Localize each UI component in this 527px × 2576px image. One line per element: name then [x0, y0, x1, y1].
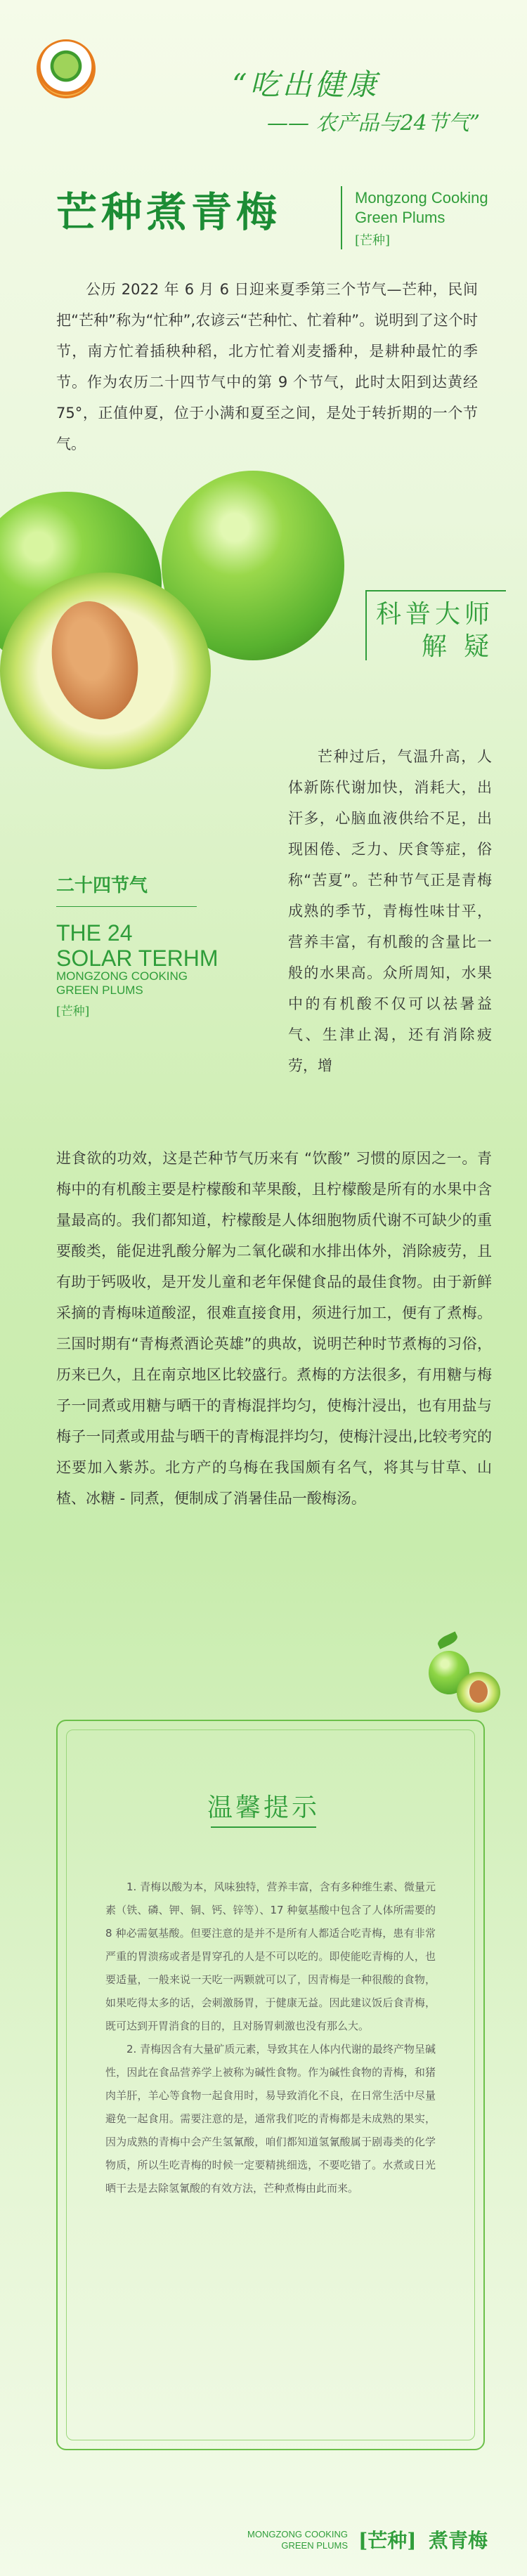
- tip-content: [105, 1876, 436, 2200]
- body-column-right: [288, 741, 492, 1081]
- side-tag: [芒种]: [56, 1005, 90, 1019]
- side-heading-en-line1: THE 24: [56, 920, 133, 946]
- logo: [37, 39, 96, 98]
- side-heading-en-sub: MONGZONG COOKING GREEN PLUMS: [56, 969, 188, 997]
- body-paragraph: 芒种过后，气温升高，人体新陈代谢加快，消耗大，出汗多，心脑血液供给不足，出现困倦、乏力、厌食等症，俗称“苦夏”。芒种节气正是青梅成熟的季节，青梅性味甘平，营养丰富，有机酸的含量比一般的水果高。众所周知，水果中的有机酸不仅可以祛暑益气、生津止渴，还有消除疲劳，增: [288, 748, 492, 1074]
- title-tag: [芒种]: [355, 233, 391, 248]
- leaf-image: [436, 1631, 459, 1649]
- body-paragraph-full: 进食欲的功效，这是芒种节气历来有 “饮酸” 习惯的原因之一。青梅中的有机酸主要是柠檬酸和苹果酸，且柠檬酸是所有的水果中含量最高的。我们都知道，柠檬酸是人体细胞物质代谢不可缺少的重要酸类，能促进乳酸分解为二氧化碳和水排出体外，消除疲劳，且有助于钙吸收，是开发儿童和老年保健食品的最佳食物。由于新鲜采摘的青梅味道酸涩，很难直接食用，须进行加工，便有了煮梅。三国时期有“青梅煮酒论英雄”的典故，说明芒种时节煮梅的习俗，历来已久，且在南京地区比较盛行。煮梅的方法很多，有用糖与梅子一同煮或用糖与晒干的青梅混拌均匀，使梅汁浸出，也有用盐与梅子一同煮或用盐与晒干的青梅混拌均匀，使梅汁浸出,比较考究的还要加入紫苏。北方产的乌梅在我国颇有名气，将其与甘草、山楂、冰糖 - 同煮，便制成了消暑佳品一酸梅汤。: [56, 1150, 492, 1507]
- footer-title: 煮青梅: [429, 2529, 488, 2552]
- slogan-line2: —— 农产品与24节气”: [267, 111, 481, 136]
- slogan-line1: “吃出健康: [232, 67, 379, 102]
- tip-title: 温馨提示: [207, 1793, 320, 1822]
- footer-en: MONGZONG COOKING GREEN PLUMS: [247, 2529, 348, 2551]
- title-divider: [341, 186, 342, 249]
- page-title: 芒种煮青梅: [56, 188, 282, 236]
- small-plum-pit-image: [469, 1680, 488, 1703]
- intro-paragraph: 公历 2022 年 6 月 6 日迎来夏季第三个节气—芒种，民间把“芒种”称为“忙种”,农谚云“芒种忙、忙着种”。说明到了这个时节，南方忙着插秧种稻，北方忙着刈麦播种，是耕种最忙的季节。作为农历二十四节气中的第 9 个节气，此时太阳到达黄经 75°，正值仲夏，位于小满和夏至之间，是处于转折期的一个节气。: [56, 281, 478, 452]
- ask-heading-line2: 解疑: [422, 632, 507, 661]
- tip-title-underline: [211, 1826, 316, 1828]
- title-en: Mongzong Cooking Green Plums: [355, 189, 488, 226]
- side-divider: [56, 906, 197, 907]
- tip-paragraph-2: 2. 青梅因含有大量矿质元素，导致其在人体内代谢的最终产物呈碱性，因此在食品营养学上被称为碱性食物。作为碱性食物的青梅，和猪肉羊肝，羊心等食物一起食用时，易导致消化不良，在日常生活中尽量避免一起食用。需要注意的是，通常我们吃的青梅都是未成熟的果实，因为成熟的青梅中会产生氢氰酸，咱们都知道氢氰酸属于剧毒类的化学物质，所以生吃青梅的时候一定要精挑细选，不要吃错了。水煮或日光晒干去是去除氢氰酸的有效方法，芒种煮梅由此而来。: [105, 2043, 436, 2195]
- tip-paragraph-1: 1. 青梅以酸为本，风味独特，营养丰富，含有多种维生素、微量元素（铁、磷、钾、铜、钙、锌等）、17 种氨基酸中包含了人体所需要的 8 种必需氨基酸。但要注意的是并不是所有人都适合吃青梅，患有非常严重的胃溃疡或者是胃穿孔的人是不可以吃的。即使能吃青梅的人，也要适量，一般来说一天吃一两颗就可以了，因青梅是一种很酸的食物，如果吃得太多的话，会刺激肠胃，于健康无益。因此建议饭后食青梅，既可达到开胃消食的目的，且对肠胃刺激也没有那么大。: [105, 1881, 436, 2032]
- side-heading-en-line2: SOLAR TERHM: [56, 946, 219, 971]
- side-heading-cn: 二十四节气: [56, 875, 148, 896]
- footer-tag: [芒种]: [358, 2529, 417, 2552]
- ask-heading-line1: 科普大师: [376, 600, 495, 629]
